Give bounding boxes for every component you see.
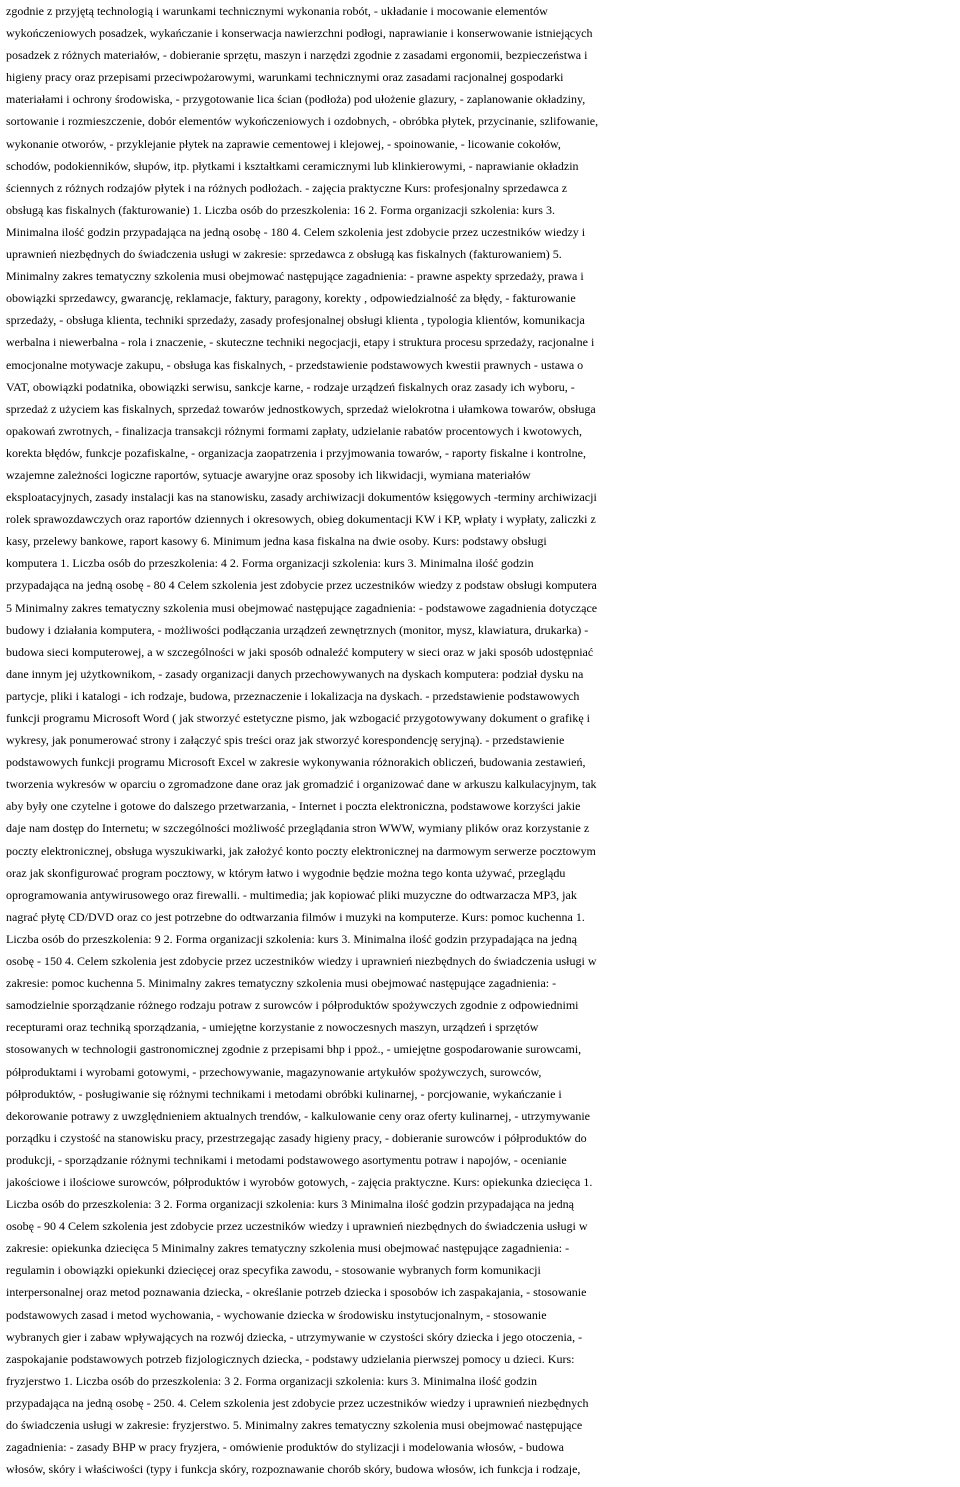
text-line: zgodnie z przyjętą technologią i warunkami technicznymi wykonania robót, - układanie i mocowanie elementów (6, 4, 548, 18)
text-line: dekorowanie potrawy z uwzględnieniem aktualnych trendów, - kalkulowanie ceny oraz oferty kulinarnej, - utrzymywanie (6, 1108, 591, 1123)
text-line: rolek sprawozdawczych oraz raportów dziennych i okresowych, obieg dokumentacji KW i KP, wpłaty i wypłaty, zaliczki z (6, 512, 596, 527)
text-line: oprogramowania antywirusowego oraz firewalli. - multimedia; jak kopiować pliki muzyczne do odtwarzacza MP3, jak (6, 887, 577, 902)
text-line: interpersonalnej oraz metod poznawania dziecka, - określanie potrzeb dziecka i sposobów ich zaspakajania, - stosowanie (6, 1285, 587, 1300)
text-line: schodów, podokienników, słupów, itp. płytkami i kształtkami ceramicznymi lub klinkierowymi, - naprawianie okładzin (6, 158, 579, 173)
text-line: wzajemne zależności logiczne raportów, sytuacje awaryjne oraz sposoby ich likwidacji, wymiana materiałów (6, 467, 531, 482)
text-line: przypadająca na jedną osobę - 80 4 Celem szkolenia jest zdobycie przez uczestników wiedzy z podstaw obsługi komputera (6, 578, 597, 593)
text-line: wybranych gier i zabaw wpływających na rozwój dziecka, - utrzymywanie w czystości skóry dziecka i jego otoczenia, - (6, 1329, 583, 1344)
text-line: Minimalna ilość godzin przypadająca na jedną osobę - 180 4. Celem szkolenia jest zdobycie przez uczestników wiedzy i (6, 224, 586, 239)
text-line: aby były one czytelne i gotowe do dalszego przetwarzania, - Internet i poczta elektroniczna, podstawowe korzyści jakie (6, 799, 581, 814)
text-line: Minimalny zakres tematyczny szkolenia musi obejmować następujące zagadnienia: - prawne aspekty sprzedaży, prawa i (6, 269, 584, 284)
text-line: Liczba osób do przeszkolenia: 3 2. Forma organizacji szkolenia: kurs 3 Minimalna ilość godzin przypadająca na jedną (6, 1197, 574, 1212)
text-line: korekta błędów, funkcje pozafiskalne, - organizacja zaopatrzenia i przyjmowania towarów, - raporty fiskalne i kontrolne, (6, 445, 586, 460)
text-line: regulamin i obowiązki opiekunki dziecięcej oraz specyfika zawodu, - stosowanie wybranych form komunikacji (6, 1263, 541, 1278)
text-line: poczty elektronicznej, obsługa wyszukiwarki, jak założyć konto poczty elektronicznej na darmowym serwerze pocztowym (6, 843, 596, 858)
text-line: zagadnienia: - zasady BHP w pracy fryzjera, - omówienie produktów do stylizacji i modelowania włosów, - budowa (6, 1440, 564, 1455)
text-line: budowa sieci komputerowej, a w szczególności w jaki sposób odnaleźć komputery w sieci oraz w jaki sposób udostępniać (6, 644, 594, 659)
text-line: posadzek z różnych materiałów, - dobieranie sprzętu, maszyn i narzędzi zgodnie z zasadami ergonomii, bezpieczeństwa i (6, 48, 588, 63)
text-line: jakościowe i ilościowe surowców, półproduktów i wyrobów gotowych, - zajęcia praktyczne. Kurs: opiekunka dziecięca 1. (6, 1174, 593, 1189)
text-line: zakresie: opiekunka dziecięca 5 Minimalny zakres tematyczny szkolenia musi obejmować następujące zagadnienia: - (6, 1241, 570, 1256)
text-line: półproduktów, - posługiwanie się różnymi technikami i metodami obróbki kulinarnej, - porcjowanie, wykańczanie i (6, 1086, 562, 1101)
text-line: fryzjerstwo 1. Liczba osób do przeszkolenia: 3 2. Forma organizacji szkolenia: kurs 3. Minimalna ilość godzin (6, 1373, 537, 1388)
text-line: wykresy, jak ponumerować strony i załączyć spis treści oraz jak stworzyć korespondencję seryjną). - przedstawienie (6, 733, 565, 748)
text-line: kasy, przelewy bankowe, raport kasowy 6. Minimum jedna kasa fiskalna na dwie osoby. Kurs: podstawy obsługi (6, 534, 547, 549)
text-line: tworzenia wykresów w oparciu o zgromadzone dane oraz jak gromadzić i organizować dane w arkuszu kalkulacyjnym, tak (6, 777, 597, 792)
text-line: podstawowych funkcji programu Microsoft Excel w zakresie wykonywania różnorakich obliczeń, budowania zestawień, (6, 755, 586, 770)
text-line: funkcji programu Microsoft Word ( jak stworzyć estetyczne pismo, jak wzbogacić przygotowywany dokument o grafikę i (6, 711, 590, 725)
text-line: półproduktami i wyrobami gotowymi, - przechowywanie, magazynowanie artykułów spożywczych, surowców, (6, 1064, 542, 1079)
text-line: do świadczenia usługi w zakresie: fryzjerstwo. 5. Minimalny zakres tematyczny szkolenia musi obejmować następujące (6, 1418, 583, 1432)
text-line: produkcji, - sporządzanie różnymi technikami i metodami podstawowego asortymentu potraw i napojów, - ocenianie (6, 1152, 567, 1167)
text-line: recepturami oraz techniką sporządzania, - umiejętne korzystanie z nowoczesnych maszyn, urządzeń i sprzętów (6, 1020, 539, 1035)
text-line: stosowanych w technologii gastronomicznej zgodnie z przepisami bhp i ppoż., - umiejętne gospodarowanie surowcami, (6, 1042, 582, 1057)
text-line: werbalna i niewerbalna - rola i znaczenie, - skuteczne techniki negocjacji, etapy i struktura procesu sprzedaży, racjonalne i (6, 335, 595, 350)
text-line: komputera 1. Liczba osób do przeszkolenia: 4 2. Forma organizacji szkolenia: kurs 3. Minimalna ilość godzin (6, 556, 534, 571)
text-line: zaspokajanie podstawowych potrzeb fizjologicznych dziecka, - podstawy udzielania pierwszej pomocy u dzieci. Kurs: (6, 1351, 575, 1366)
text-line: sprzedaż z użyciem kas fiskalnych, sprzedaż towarów jednostkowych, sprzedaż wielokrotna i ułamkowa towarów, obsługa (6, 401, 596, 416)
text-line: sprzedaży, - obsługa klienta, techniki sprzedaży, zasady profesjonalnej obsługi klienta , typologia klientów, komunikacja (6, 313, 585, 328)
text-line: partycje, pliki i katalogi - ich rodzaje, budowa, przeznaczenie i lokalizacja na dyskach. - przedstawienie podstawowych (6, 688, 580, 703)
text-line: emocjonalne motywacje zakupu, - obsługa kas fiskalnych, - przedstawienie podstawowych kwestii prawnych - ustawa o (6, 357, 584, 372)
text-line: podstawowych zasad i metod wychowania, - wychowanie dziecka w środowisku instytucjonalnym, - stosowanie (6, 1307, 547, 1322)
text-line: opakowań zwrotnych, - finalizacja transakcji różnymi formami zapłaty, udzielanie rabatów procentowych i kwotowych, (6, 423, 583, 438)
text-line: daje nam dostęp do Internetu; w szczególności możliwość przeglądania stron WWW, wymiany plików oraz korzystanie z (6, 821, 590, 836)
text-line: 5 Minimalny zakres tematyczny szkolenia musi obejmować następujące zagadnienia: - podstawowe zagadnienia dotyczące (6, 600, 598, 615)
text-line: materiałami i ochrony środowiska, - przygotowanie lica ścian (podłoża) pod ułożenie glazury, - zaplanowanie okładziny, (6, 92, 586, 107)
text-line: samodzielnie sporządzanie różnego rodzaju potraw z surowców i półproduktów spożywczych zgodnie z odpowiednimi (6, 998, 579, 1013)
text-line: higieny pracy oraz przepisami przeciwpożarowymi, warunkami technicznymi oraz zasadami racjonalnej gospodarki (6, 70, 564, 85)
text-line: uprawnień niezbędnych do świadczenia usługi w zakresie: sprzedawca z obsługą kas fiskalnych (fakturowaniem) 5. (6, 247, 562, 262)
text-line: dane innym jej użytkownikom, - zasady organizacji danych przechowywanych na dyskach komputera: podział dysku na (6, 666, 584, 681)
text-line: budowy i działania komputera, - możliwości podłączania urządzeń zewnętrznych (monitor, mysz, klawiatura, drukarka) - (6, 622, 589, 637)
text-line: Liczba osób do przeszkolenia: 9 2. Forma organizacji szkolenia: kurs 3. Minimalna ilość godzin przypadająca na jedną (6, 931, 577, 946)
text-line: oraz jak skonfigurować program pocztowy, w którym łatwo i wygodnie będzie można tego konta używać, przeglądu (6, 865, 566, 880)
text-line: przypadająca na jedną osobę - 250. 4. Celem szkolenia jest zdobycie przez uczestników wiedzy i uprawnień niezbędnych (6, 1395, 589, 1410)
text-line: osobę - 150 4. Celem szkolenia jest zdobycie przez uczestników wiedzy i uprawnień niezbędnych do świadczenia usługi w (6, 954, 597, 969)
text-line: nagrać płytę CD/DVD oraz co jest potrzebne do odtwarzania filmów i muzyki na komputerze. Kurs: pomoc kuchenna 1. (6, 909, 585, 924)
text-line: zakresie: pomoc kuchenna 5. Minimalny zakres tematyczny szkolenia musi obejmować następujące zagadnienia: - (6, 976, 557, 991)
text-line: sortowanie i rozmieszczenie, dobór elementów wykończeniowych i ozdobnych, - obróbka płytek, przycinanie, szlifowanie, (6, 114, 599, 129)
text-line: porządku i czystość na stanowisku pracy, przestrzegając zasady higieny pracy, - dobieranie surowców i półproduktów do (6, 1130, 587, 1145)
text-line: włosów, skóry i właściwości (typy i funkcja skóry, rozpoznawanie chorób skóry, budowa włosów, ich funkcja i rodzaje, (6, 1462, 581, 1477)
text-line: obsługą kas fiskalnych (fakturowanie) 1. Liczba osób do przeszkolenia: 16 2. Forma organizacji szkolenia: kurs 3. (6, 202, 555, 217)
text-line: ściennych z różnych rodzajów płytek i na różnych podłożach. - zajęcia praktyczne Kurs: profesjonalny sprzedawca z (6, 180, 568, 195)
text-line: osobę - 90 4 Celem szkolenia jest zdobycie przez uczestników wiedzy i uprawnień niezbędnych do świadczenia usługi w (6, 1219, 588, 1234)
text-line: wykończeniowych posadzek, wykańczanie i konserwacja nawierzchni podłogi, naprawianie i konserwowanie istniejących (6, 26, 593, 41)
text-line: eksploatacyjnych, zasady instalacji kas na stanowisku, zasady archiwizacji dokumentów księgowych -terminy archiwizacji (6, 490, 597, 505)
text-line: obowiązki sprzedawcy, gwarancję, reklamacje, faktury, paragony, korekty , odpowiedzialność za błędy, - fakturowanie (6, 291, 576, 306)
text-line: wykonanie otworów, - przyklejanie płytek na zaprawie cementowej i klejowej, - spoinowanie, - licowanie cokołów, (6, 136, 561, 151)
text-line: VAT, obowiązki podatnika, obowiązki serwisu, sankcje karne, - rodzaje urządzeń fiskalnych oraz zasady ich wyboru, - (6, 379, 575, 394)
